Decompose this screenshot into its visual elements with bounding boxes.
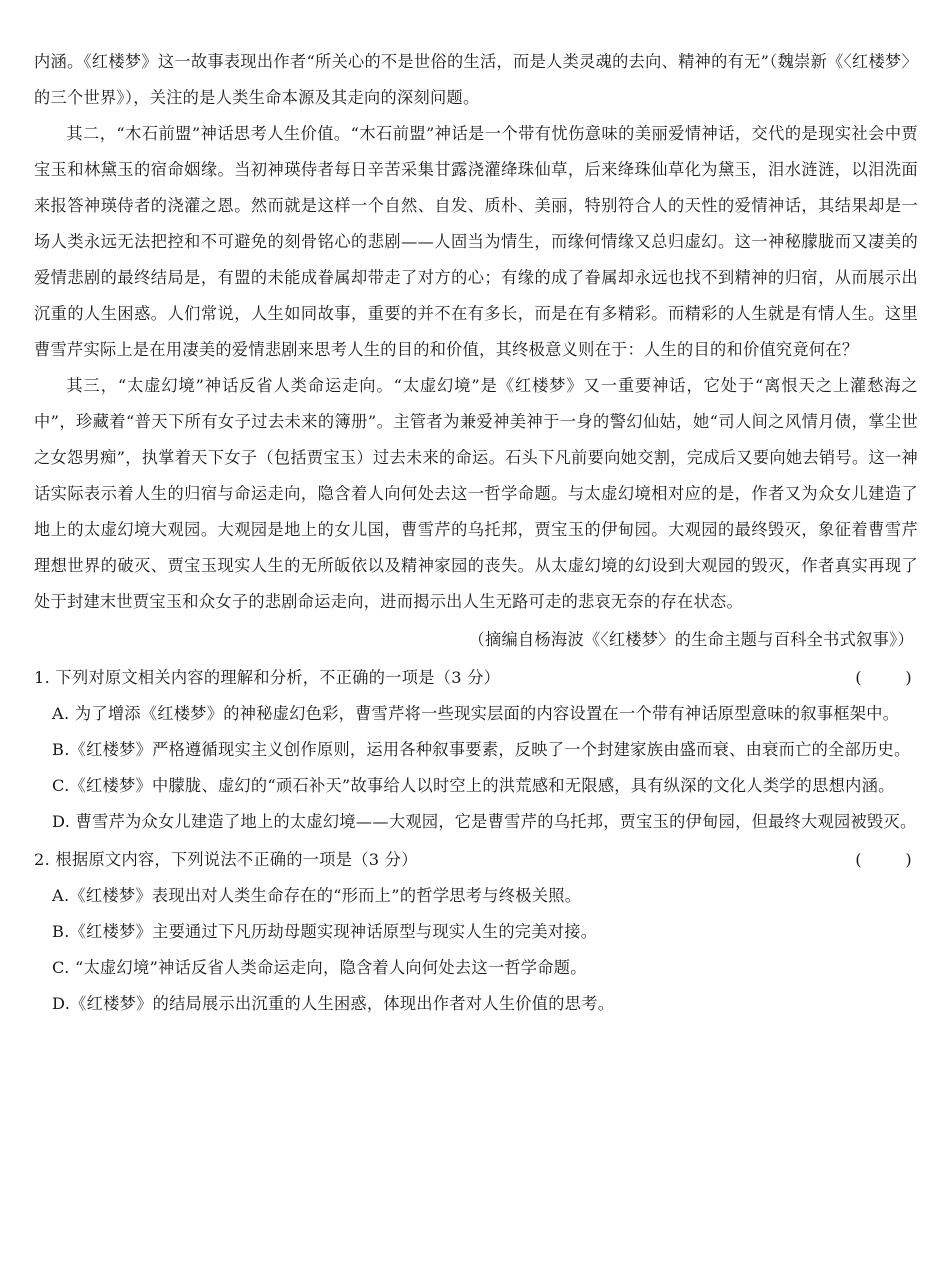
question-1-option-a[interactable]: A. 为了增添《红楼梦》的神秘虚幻色彩，曹雪芹将一些现实层面的内容设置在一个带有神话原型意味的叙事框架中。 <box>52 704 900 723</box>
question-1-answer-blank[interactable]: ( ) <box>855 668 912 687</box>
question-2-option-a[interactable]: A.《红楼梦》表现出对人类生命存在的“形而上”的哲学思考与终极关照。 <box>52 886 582 905</box>
question-2-option-c[interactable]: C. “太虚幻境”神话反省人类命运走向，隐含着人向何处去这一哲学命题。 <box>52 958 587 977</box>
passage-source-citation: （摘编自杨海波《〈红楼梦〉的生命主题与百科全书式叙事》） <box>468 630 914 649</box>
question-2-answer-blank[interactable]: ( ) <box>855 850 912 869</box>
question-2-stem: 2. 根据原文内容，下列说法不正确的一项是（3 分） <box>34 850 418 869</box>
question-1 <box>34 660 918 840</box>
question-2-option-b[interactable]: B.《红楼梦》主要通过下凡历劫母题实现神话原型与现实人生的完美对接。 <box>52 922 598 941</box>
question-2-stem-row <box>34 842 918 878</box>
question-1-stem: 1. 下列对原文相关内容的理解和分析，不正确的一项是（3 分） <box>34 668 501 687</box>
question-2 <box>34 842 918 1022</box>
passage-paragraph-mushi-qianmeng: 其二，“木石前盟”神话思考人生价值。“木石前盟”神话是一个带有忧伤意味的美丽爱情神话，交代的是现实社会中贾宝玉和林黛玉的宿命姻缘。当初神瑛侍者每日辛苦采集甘露浇灌绛珠仙草，后来绛珠仙草化为黛玉，泪水涟涟，以泪洗面来报答神瑛侍者的浇灌之恩。然而就是这样一个自然、自发、质朴、美丽，特别符合人的天性的爱情神话，其结果却是一场人类永远无法把控和不可避免的刻骨铭心的悲剧——人固当为情生，而缘何情缘又总归虚幻。这一神秘朦胧而又凄美的爱情悲剧的最终结局是，有盟的未能成眷属却带走了对方的心；有缘的成了眷属却永远也找不到精神的归宿，从而展示出沉重的人生困惑。人们常说，人生如同故事，重要的并不在有多长，而是在有多精彩。而精彩的人生就是有情人生。这里曹雪芹实际上是在用凄美的爱情悲剧来思考人生的目的和价值，其终极意义则在于：人生的目的和价值究竟何在？ <box>34 124 918 359</box>
passage-paragraph-continuation: 内涵。《红楼梦》这一故事表现出作者“所关心的不是世俗的生活，而是人类灵魂的去向、精神的有无”（魏崇新《〈红楼梦〉的三个世界》），关注的是人类生命本源及其走向的深刻问题。 <box>34 52 918 107</box>
passage-paragraph-taixu-huanjing: 其三，“太虚幻境”神话反省人类命运走向。“太虚幻境”是《红楼梦》又一重要神话，它处于“离恨天之上灌愁海之中”，珍藏着“普天下所有女子过去未来的簿册”。主管者为兼爱神美神于一身的警幻仙姑，她“司人间之风情月债，掌尘世之女怨男痴”，执掌着天下女子（包括贾宝玉）过去未来的命运。石头下凡前要向她交割，完成后又要向她去销号。这一神话实际表示着人生的归宿与命运走向，隐含着人向何处去这一哲学命题。与太虚幻境相对应的是，作者又为众女儿建造了地上的太虚幻境大观园。大观园是地上的女儿国，曹雪芹的乌托邦，贾宝玉的伊甸园。大观园的最终毁灭，象征着曹雪芹理想世界的破灭、贾宝玉现实人生的无所皈依以及精神家园的丧失。从太虚幻境的幻设到大观园的毁灭，作者真实再现了处于封建末世贾宝玉和众女子的悲剧命运走向，进而揭示出人生无路可走的悲哀无奈的存在状态。 <box>34 376 918 611</box>
question-1-option-b[interactable]: B.《红楼梦》严格遵循现实主义创作原则，运用各种叙事要素，反映了一个封建家族由盛而衰、由衰而亡的全部历史。 <box>52 740 911 759</box>
question-1-option-c[interactable]: C.《红楼梦》中朦胧、虚幻的“顽石补天”故事给人以时空上的洪荒感和无限感，具有纵深的文化人类学的思想内涵。 <box>52 776 895 795</box>
question-1-stem-row <box>34 660 918 696</box>
question-1-option-d[interactable]: D. 曹雪芹为众女儿建造了地上的太虚幻境——大观园，它是曹雪芹的乌托邦，贾宝玉的伊甸园，但最终大观园被毁灭。 <box>52 812 917 831</box>
question-2-option-d[interactable]: D.《红楼梦》的结局展示出沉重的人生困惑，体现出作者对人生价值的思考。 <box>52 994 615 1013</box>
